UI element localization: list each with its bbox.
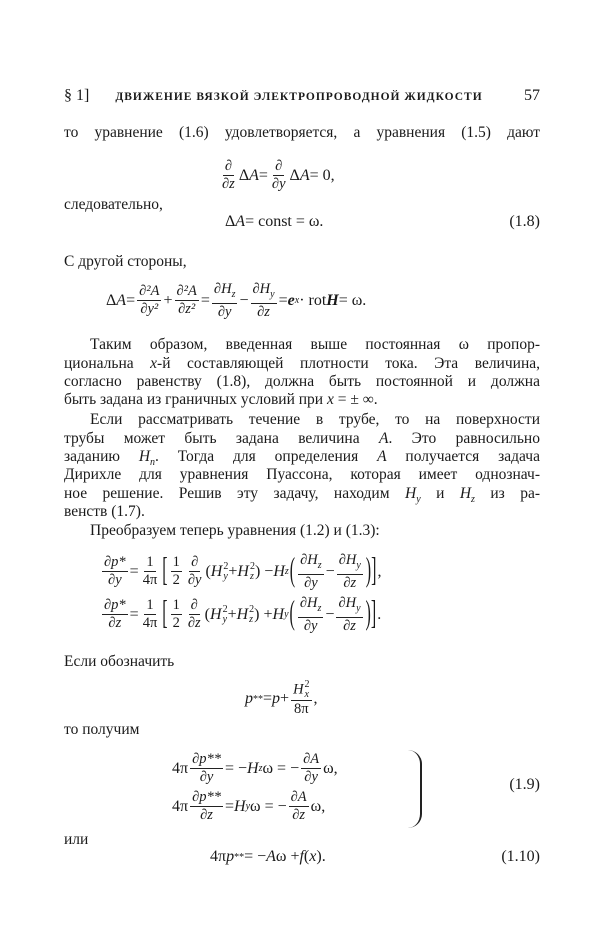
text-line xyxy=(64,336,540,354)
running-header xyxy=(64,87,540,105)
denominator xyxy=(106,572,124,589)
math-text: ∂y xyxy=(303,617,318,634)
equation xyxy=(100,552,381,592)
math-text: венств (1.7). xyxy=(64,503,145,520)
math-text: A xyxy=(249,166,259,184)
math-text: = xyxy=(263,690,273,707)
equation-1-10 xyxy=(210,848,326,866)
numerator xyxy=(298,552,324,575)
numerator xyxy=(336,595,362,618)
math-text: и xyxy=(420,485,460,502)
math-text: H xyxy=(459,485,472,502)
text-line xyxy=(64,503,540,521)
math-text: + xyxy=(280,690,290,707)
math-text: Δ xyxy=(106,291,117,309)
subscript: n xyxy=(150,457,156,469)
fraction xyxy=(251,281,277,321)
superscript: 2 xyxy=(304,679,310,690)
equation xyxy=(245,680,318,718)
subscript: z xyxy=(249,570,254,582)
denominator xyxy=(141,572,160,589)
numerator xyxy=(291,680,311,701)
math-text: x xyxy=(326,391,334,408)
math-text: 1 xyxy=(146,554,154,571)
fraction xyxy=(220,158,237,193)
math-text: − xyxy=(325,605,335,623)
text-line xyxy=(64,355,540,373)
math-text: быть задана из граничных условий при xyxy=(64,391,327,408)
math-text: 1 xyxy=(146,597,154,614)
math-text: ∂ xyxy=(224,158,232,174)
math-text: ∂y xyxy=(199,769,214,785)
math-text: Дирихле для уравнения Пуассона, которая имеет однознач- xyxy=(64,466,540,483)
right-brace xyxy=(408,750,422,828)
equation-label: (1.9) xyxy=(509,776,540,793)
math-text: = − xyxy=(225,759,248,777)
subscript: y xyxy=(222,613,228,625)
math-text: ∂p** xyxy=(192,789,221,805)
numerator xyxy=(223,158,234,176)
denominator xyxy=(220,176,237,193)
subscript: y xyxy=(416,494,421,506)
math-text: A xyxy=(235,213,246,230)
math-text: ное решение. Решив эту задачу, находим xyxy=(64,485,405,502)
math-text: ω = − xyxy=(262,759,300,777)
denominator xyxy=(302,769,320,786)
denominator xyxy=(216,304,234,321)
math-text: H xyxy=(210,605,222,623)
subscript: x xyxy=(304,689,309,700)
numerator xyxy=(175,283,199,301)
math-text: 1 xyxy=(172,554,180,571)
math-text: из ра- xyxy=(474,485,540,502)
subscript: z xyxy=(249,613,254,625)
fraction xyxy=(141,554,160,589)
math-text: A xyxy=(299,166,310,184)
math-text: ∂z xyxy=(222,176,235,192)
math-text: H xyxy=(236,605,249,623)
math-text: заданию xyxy=(64,448,139,465)
denominator xyxy=(141,615,160,632)
math-text: = xyxy=(200,291,210,309)
subscript: x xyxy=(294,295,300,307)
math-text: ∂H xyxy=(300,552,318,568)
math-text: + xyxy=(163,291,173,309)
text-line xyxy=(64,653,540,671)
math-text: ∂z xyxy=(200,807,213,823)
fraction xyxy=(102,554,128,589)
math-text: x xyxy=(150,355,158,372)
fraction xyxy=(212,281,238,321)
page-number: 57 xyxy=(524,87,540,104)
math-text: согласно равенству (1.8), должна быть постоянной и должна xyxy=(64,373,540,390)
numerator xyxy=(137,283,161,301)
equation xyxy=(106,281,366,321)
fraction xyxy=(190,751,223,786)
superscript: 2 xyxy=(249,560,255,572)
numerator xyxy=(171,597,182,615)
denominator xyxy=(255,304,272,321)
text-line xyxy=(64,430,540,448)
math-text: = xyxy=(129,605,139,623)
math-text: ∂p* xyxy=(104,554,126,571)
numerator xyxy=(301,751,321,769)
numerator xyxy=(289,789,309,807)
math-text: . xyxy=(377,605,382,623)
fraction xyxy=(298,552,324,592)
denominator xyxy=(106,615,123,632)
math-text: H xyxy=(293,681,304,698)
numerator xyxy=(189,554,200,572)
text-line xyxy=(64,721,540,739)
math-text: A xyxy=(377,448,387,465)
math-text: 4π xyxy=(142,572,158,589)
text-line xyxy=(64,831,540,849)
fraction xyxy=(190,789,223,824)
math-text: Δ xyxy=(238,166,250,184)
denominator xyxy=(171,572,182,589)
math-text: циональна xyxy=(64,355,151,372)
math-text: ω, xyxy=(310,797,326,815)
math-text: ω = − xyxy=(250,797,287,815)
math-text: = const = ω. xyxy=(245,213,324,230)
math-text: С другой стороны, xyxy=(64,253,187,270)
subscript: y xyxy=(356,559,361,571)
math-text: 1 xyxy=(172,597,180,614)
fraction xyxy=(171,597,182,632)
math-text: 4π xyxy=(172,759,189,777)
denominator xyxy=(292,701,311,718)
math-text: ∂ xyxy=(275,158,283,174)
numerator xyxy=(189,597,200,615)
denominator xyxy=(186,615,203,632)
math-text: p xyxy=(245,690,253,707)
denominator xyxy=(302,618,320,635)
math-text: = ± ∞. xyxy=(333,391,378,408)
subscript: z xyxy=(284,566,289,578)
math-text: = xyxy=(278,291,288,309)
math-text: f xyxy=(299,848,304,865)
math-text: p xyxy=(272,690,281,707)
fraction xyxy=(336,595,362,635)
math-text: H xyxy=(138,448,151,465)
bracket: [ xyxy=(162,596,168,632)
text-line xyxy=(64,466,540,484)
numerator xyxy=(190,751,223,769)
math-text: H xyxy=(272,605,285,623)
subscript: z xyxy=(258,763,263,774)
equation-1-8 xyxy=(225,213,323,231)
math-text: + xyxy=(228,562,238,580)
math-text: Преобразуем теперь уравнения (1.2) и (1.3): xyxy=(90,522,380,539)
denominator xyxy=(198,807,215,824)
math-text: = xyxy=(126,291,136,309)
equation xyxy=(218,158,335,193)
math-text: ∂ xyxy=(190,597,198,614)
fraction xyxy=(298,595,324,635)
math-text: Δ xyxy=(289,166,300,184)
denominator xyxy=(341,618,358,635)
numerator xyxy=(144,597,155,615)
math-text: = − xyxy=(244,848,267,865)
math-text: = xyxy=(129,562,139,580)
math-text: ∂z xyxy=(257,303,270,320)
bracket: )] xyxy=(365,553,377,589)
math-text: ∂H xyxy=(299,595,318,611)
math-text: ∂y xyxy=(304,574,318,591)
numerator xyxy=(251,281,277,304)
math-text: Если обозначить xyxy=(64,653,175,670)
text-line xyxy=(64,373,540,391)
math-text: 2 xyxy=(172,572,180,589)
math-text: то получим xyxy=(64,721,140,738)
numerator xyxy=(171,554,182,572)
math-text: H xyxy=(326,291,339,309)
fraction xyxy=(301,751,321,786)
fraction xyxy=(102,597,128,632)
fraction xyxy=(186,597,203,632)
superscript: 2 xyxy=(222,603,228,615)
math-text: ∂ xyxy=(191,554,199,571)
math-text: H xyxy=(404,485,417,502)
subscript: y xyxy=(270,288,275,300)
numerator xyxy=(337,552,363,575)
math-text: или xyxy=(64,831,89,848)
script xyxy=(305,680,310,700)
math-text: , xyxy=(313,690,318,707)
numerator xyxy=(102,554,128,572)
math-text: ∂y xyxy=(187,572,202,589)
chapter-title: ДВИЖЕНИЕ ВЯЗКОЙ ЭЛЕКТРОПРОВОДНОЙ ЖИДКОСТИ xyxy=(115,91,483,103)
equation-1-9a xyxy=(172,751,338,786)
text-line xyxy=(64,522,540,540)
math-text: , xyxy=(377,562,382,580)
denominator xyxy=(198,769,216,786)
denominator xyxy=(341,575,358,592)
math-text: то уравнение (1.6) удовлетворяется, а уравнения (1.5) дают xyxy=(64,124,540,141)
math-text: 2 xyxy=(172,615,180,632)
math-text: ∂H xyxy=(338,552,357,568)
fraction xyxy=(337,552,363,592)
math-text: e xyxy=(287,291,295,309)
math-text: ∂A xyxy=(290,789,307,805)
math-text: ∂z xyxy=(187,615,201,632)
fraction xyxy=(186,554,204,589)
math-text: = xyxy=(225,797,235,815)
denominator xyxy=(290,807,307,824)
superscript: 2 xyxy=(249,603,255,615)
equation-label: (1.10) xyxy=(501,848,540,865)
math-text: A xyxy=(266,848,276,865)
bracket: [ xyxy=(162,553,168,589)
text-line xyxy=(64,124,540,142)
text-line xyxy=(64,253,540,271)
math-text: A xyxy=(116,291,127,309)
fraction xyxy=(270,158,288,193)
math-text: ∂p** xyxy=(192,751,221,767)
math-text: − xyxy=(325,562,335,580)
numerator xyxy=(102,597,128,615)
fraction xyxy=(137,283,161,318)
math-text: ( xyxy=(303,848,310,865)
math-text: Если рассматривать течение в трубе, то на поверхности xyxy=(90,411,540,428)
math-text: ∂y xyxy=(108,572,122,589)
math-text: + xyxy=(227,605,237,623)
fraction xyxy=(291,680,311,718)
bracket: ( xyxy=(289,596,295,632)
math-text: ∂z xyxy=(343,574,357,591)
math-text: ω + xyxy=(275,848,300,865)
section-mark: § 1] xyxy=(64,87,90,104)
text-line xyxy=(64,391,540,409)
numerator xyxy=(190,789,223,807)
math-text: Δ xyxy=(225,213,236,230)
math-text: ∂z² xyxy=(178,301,196,318)
numerator xyxy=(298,595,324,618)
subscript: y xyxy=(284,609,289,621)
math-text: H xyxy=(273,562,285,580)
math-text: следовательно, xyxy=(64,196,163,213)
math-text: ∂z xyxy=(292,807,306,823)
fraction xyxy=(175,283,199,318)
math-text: − xyxy=(239,291,249,309)
math-text: ∂z xyxy=(343,617,356,634)
math-text: Таким образом, введенная выше постоянная ω пропор- xyxy=(90,336,540,353)
superscript: 2 xyxy=(223,560,229,572)
fraction xyxy=(171,554,182,589)
denominator xyxy=(270,176,288,193)
math-text: p xyxy=(226,848,235,865)
subscript: y xyxy=(223,570,228,582)
math-text: ∂y xyxy=(304,769,318,785)
math-text: -й составляющей плотности тока. Эта величина, xyxy=(157,355,540,372)
math-text: ∂z xyxy=(108,615,122,632)
math-text: ∂y² xyxy=(140,301,159,318)
numerator xyxy=(273,158,284,176)
math-text: . Это равносильно xyxy=(388,430,540,447)
math-text: ∂²A xyxy=(176,283,197,300)
math-text: · rot xyxy=(299,291,327,309)
math-text: 4π xyxy=(142,615,158,632)
denominator xyxy=(176,301,197,318)
fraction xyxy=(141,597,160,632)
math-text: ( xyxy=(204,605,210,623)
subscript: z xyxy=(471,494,475,506)
math-text: ). xyxy=(316,848,326,865)
bracket: ( xyxy=(289,553,296,589)
subscript: y xyxy=(245,801,251,812)
text-line xyxy=(64,411,540,429)
superscript: ** xyxy=(253,693,263,705)
math-text: ∂H xyxy=(213,281,232,297)
denominator xyxy=(171,615,182,632)
math-text: ∂y xyxy=(217,303,232,320)
subscript: z xyxy=(231,288,236,300)
denominator xyxy=(186,572,204,589)
math-text: ) − xyxy=(254,562,274,580)
equation xyxy=(100,595,381,635)
math-text: H xyxy=(247,759,259,777)
math-text: H xyxy=(234,797,246,815)
math-text: ( xyxy=(205,562,211,580)
math-text: H xyxy=(210,562,223,580)
math-text: x xyxy=(309,848,317,865)
math-text: ∂y xyxy=(271,176,286,192)
math-text: ω, xyxy=(323,759,338,777)
math-text: ∂²A xyxy=(139,283,160,300)
superscript: ** xyxy=(234,851,245,863)
math-text: = xyxy=(258,166,268,184)
subscript: z xyxy=(317,559,322,571)
denominator xyxy=(138,301,160,318)
math-text: 4π xyxy=(210,848,227,865)
subscript: z xyxy=(317,602,322,614)
math-text: . Тогда для определения xyxy=(155,448,378,465)
math-text: получается задача xyxy=(386,448,540,465)
equation-label: (1.8) xyxy=(509,213,540,230)
math-text: H xyxy=(237,562,249,580)
math-text: = ω. xyxy=(338,291,367,309)
text-line xyxy=(64,196,540,214)
math-text: ∂H xyxy=(338,595,357,611)
math-text: трубы может быть задана величина xyxy=(64,430,379,447)
math-text: 8π xyxy=(294,701,309,717)
numerator xyxy=(212,281,238,304)
math-text: A xyxy=(378,430,389,447)
numerator xyxy=(144,554,155,572)
denominator xyxy=(302,575,320,592)
math-text: ∂p* xyxy=(104,597,126,614)
equation-1-9b xyxy=(172,789,325,824)
math-text: ∂A xyxy=(303,751,320,767)
subscript: y xyxy=(356,602,361,614)
fraction xyxy=(289,789,309,824)
math-text: = 0, xyxy=(309,166,335,184)
math-text: ∂H xyxy=(252,281,271,297)
math-text: 4π xyxy=(172,797,189,815)
math-text: ) + xyxy=(254,605,273,623)
bracket: )] xyxy=(365,596,377,632)
